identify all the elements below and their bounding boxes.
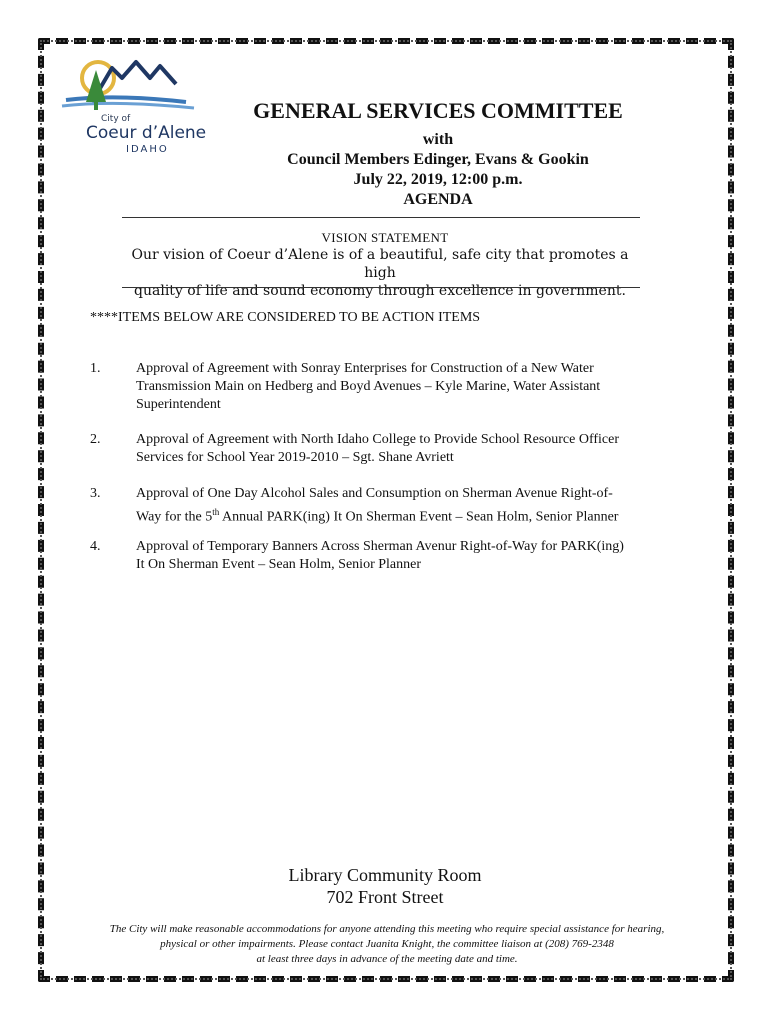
location-address: 702 Front Street (326, 887, 444, 907)
item-text (136, 360, 686, 414)
divider-top (122, 217, 640, 218)
item-line-end: Annual PARK(ing) It On Sherman Event – Sean Holm, Senior Planner (219, 509, 619, 525)
item-text (136, 485, 686, 527)
logo-state: IDAHO (126, 144, 169, 155)
logo-city-name: Coeur d’Alene (86, 123, 207, 143)
meeting-date: July 22, 2019, 12:00 p.m. (353, 171, 523, 188)
council-members: Council Members Edinger, Evans & Gookin (287, 151, 589, 168)
city-logo (56, 56, 216, 156)
committee-title: GENERAL SERVICES COMMITTEE (253, 98, 623, 123)
accessibility-disclaimer (62, 922, 712, 967)
item-line: Approval of One Day Alcohol Sales and Consumption on Sherman Avenue Right-of- (136, 486, 613, 501)
item-number: 3. (90, 486, 101, 501)
disclaimer-line-3: at least three days in advance of the meeting date and time. (256, 953, 518, 965)
item-line: Approval of Temporary Banners Across Sherman Avenur Right-of-Way for PARK(ing) (136, 539, 624, 554)
item-line-start: Way for the 5 (136, 509, 213, 525)
vision-heading: VISION STATEMENT (321, 230, 449, 245)
item-line: Transmission Main on Hedberg and Boyd Avenues – Kyle Marine, Water Assistant (136, 379, 601, 394)
disclaimer-line-1: The City will make reasonable accommodations for anyone attending this meeting who require special assistance for hearing, (109, 923, 665, 935)
ordinal-suffix: th (212, 507, 220, 517)
action-items-note: ****ITEMS BELOW ARE CONSIDERED TO BE ACTION ITEMS (90, 310, 481, 325)
item-line: Superintendent (136, 397, 221, 412)
location-room: Library Community Room (288, 865, 482, 885)
vision-line-1: Our vision of Coeur d’Alene is of a beautiful, safe city that promotes a high (131, 247, 629, 281)
meeting-location (0, 864, 770, 908)
item-text (136, 538, 686, 574)
mountain-lake-logo-icon (56, 56, 216, 116)
item-line: It On Sherman Event – Sean Holm, Senior Planner (136, 557, 422, 572)
logo-city-of: City of (101, 114, 131, 124)
item-line: Approval of Agreement with Sonray Enterprises for Construction of a New Water (136, 361, 594, 376)
item-line: Approval of Agreement with North Idaho College to Provide School Resource Officer (136, 432, 620, 447)
vision-statement (130, 246, 630, 300)
item-number: 1. (90, 361, 101, 376)
vision-line-2: quality of life and sound economy through excellence in government. (134, 283, 626, 299)
divider-bottom (122, 287, 640, 288)
item-line: Services for School Year 2019-2010 – Sgt. Shane Avriett (136, 450, 454, 465)
item-number: 4. (90, 539, 101, 554)
agenda-label: AGENDA (403, 191, 473, 208)
disclaimer-line-2: physical or other impairments. Please contact Juanita Knight, the committee liaison at (208) 769-2348 (160, 938, 614, 950)
item-number: 2. (90, 432, 101, 447)
item-text (136, 431, 686, 467)
document-header (228, 98, 648, 210)
header-with: with (422, 131, 454, 148)
item-line (136, 503, 686, 527)
